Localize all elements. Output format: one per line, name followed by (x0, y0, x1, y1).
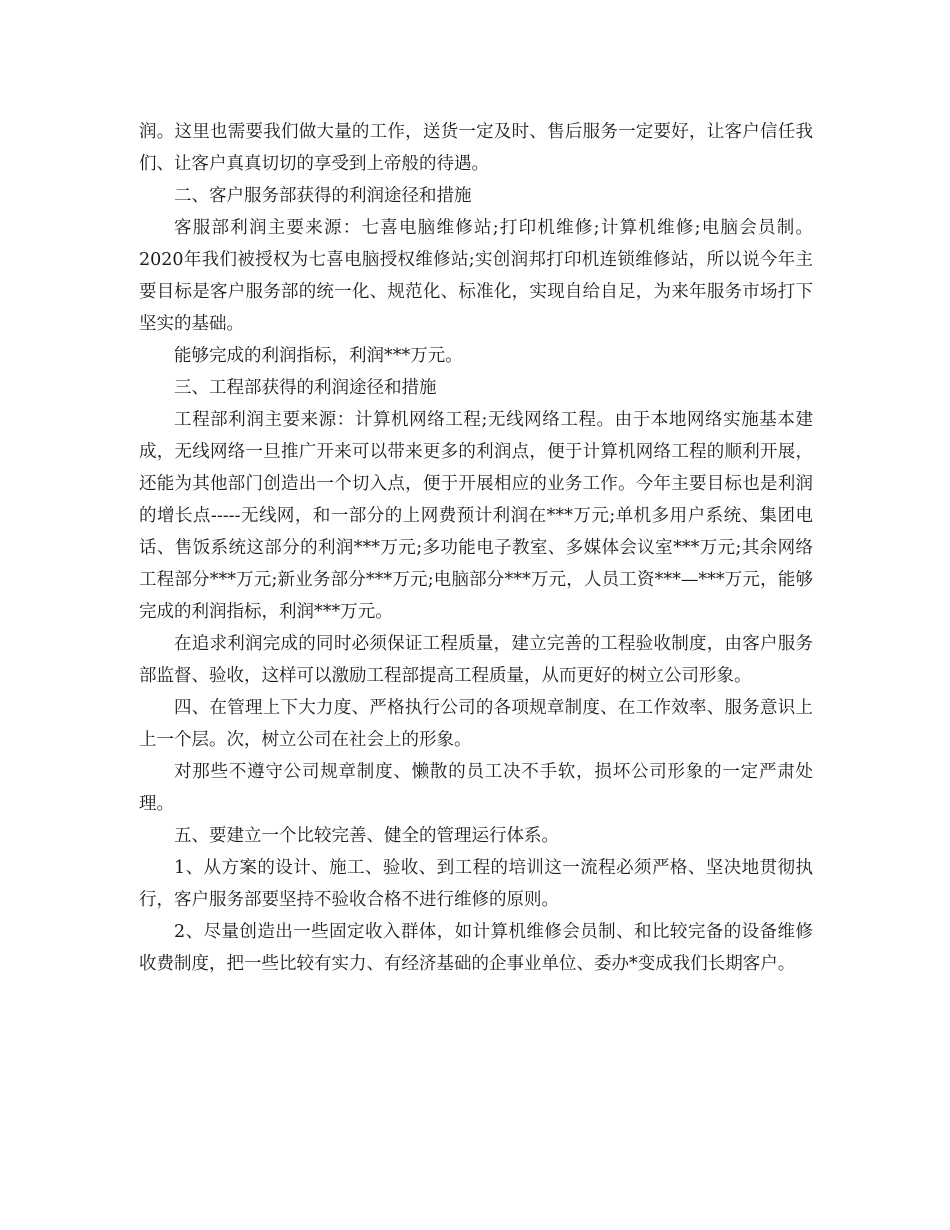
list-item-2: 2、尽量创造出一些固定收入群体，如计算机维修会员制、和比较完备的设备维修收费制度，把一些比较有实力、有经济基础的企事业单位、委办*变成我们长期客户。 (139, 922, 813, 974)
section-heading-2: 二、客户服务部获得的利润途径和措施 (174, 186, 472, 206)
paragraph-engineering-sources: 工程部利润主要来源：计算机网络工程;无线网络工程。由于本地网络实施基本建成，无线网络一旦推广开来可以带来更多的利润点，便于计算机网络工程的顺利开展，还能为其他部门创造出一个切入点，便于开展相应的业务工作。今年主要目标也是利润的增长点-----无线网，和一部分的上网费预计利润在***万元;单机多用户系统、集团电话、售饭系统这部分的利润***万元;多功能电子教室、多媒体会议室***万元;其余网络工程部分***万元;新业务部分***万元;电脑部分***万元，人员工资***—***万元，能够完成的利润指标，利润***万元。 (139, 410, 813, 622)
document-page (139, 116, 813, 980)
paragraph-discipline: 对那些不遵守公司规章制度、懒散的员工决不手软，损坏公司形象的一定严肃处理。 (139, 762, 813, 814)
paragraph-engineering-quality: 在追求利润完成的同时必须保证工程质量，建立完善的工程验收制度，由客户服务部监督、验收，这样可以激励工程部提高工程质量，从而更好的树立公司形象。 (139, 634, 813, 686)
paragraph-continuation: 润。这里也需要我们做大量的工作，送货一定及时、售后服务一定要好，让客户信任我们、让客户真真切切的享受到上帝般的待遇。 (139, 122, 813, 174)
paragraph-service-target: 能够完成的利润指标，利润***万元。 (174, 346, 463, 366)
paragraph-service-sources: 客服部利润主要来源：七喜电脑维修站;打印机维修;计算机维修;电脑会员制。2020年我们被授权为七喜电脑授权维修站;实创润邦打印机连锁维修站，所以说今年主要目标是客户服务部的统一化、规范化、标准化，实现自给自足，为来年服务市场打下坚实的基础。 (139, 218, 813, 334)
section-heading-4: 四、在管理上下大力度、严格执行公司的各项规章制度、在工作效率、服务意识上上一个层。次，树立公司在社会上的形象。 (139, 698, 813, 750)
section-heading-3: 三、工程部获得的利润途径和措施 (174, 378, 437, 398)
section-heading-5: 五、要建立一个比较完善、健全的管理运行体系。 (174, 826, 559, 846)
list-item-1: 1、从方案的设计、施工、验收、到工程的培训这一流程必须严格、坚决地贯彻执行，客户服务部要坚持不验收合格不进行维修的原则。 (139, 858, 813, 910)
